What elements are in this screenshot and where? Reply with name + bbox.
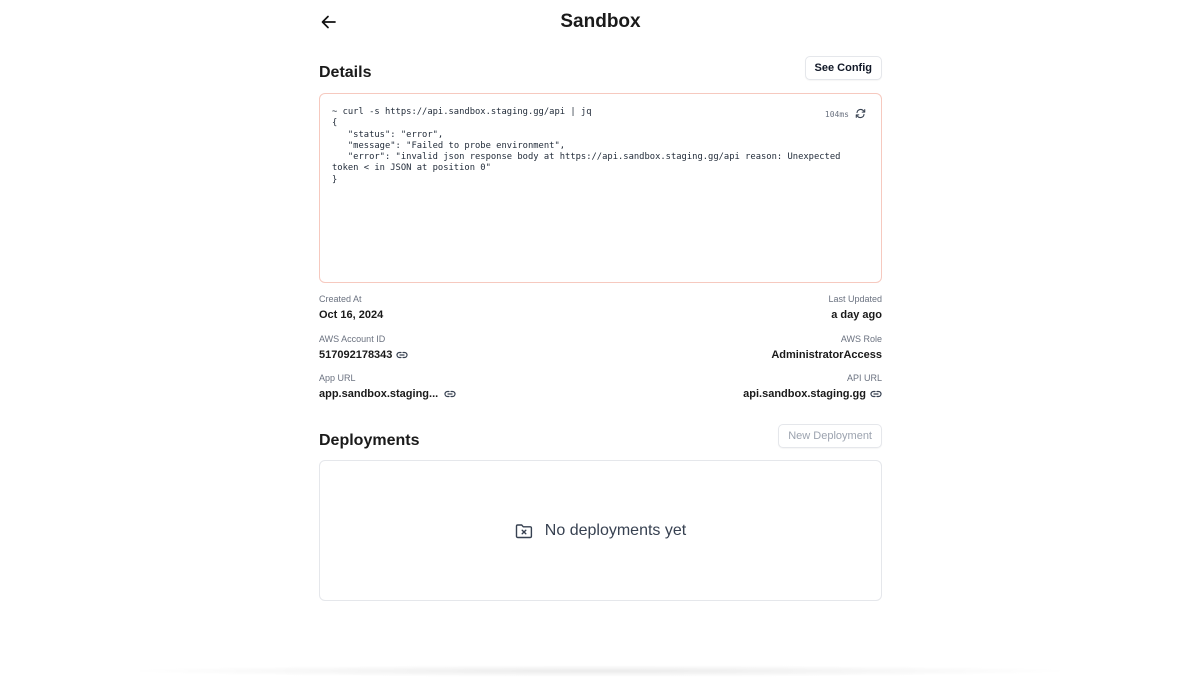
last-updated-value: a day ago	[831, 309, 882, 321]
api-url-value[interactable]: api.sandbox.staging.gg	[743, 388, 866, 400]
bottom-edge-shadow	[120, 665, 1080, 677]
link-icon	[396, 350, 408, 360]
api-url-label: API URL	[846, 373, 882, 383]
deployments-title: Deployments	[319, 432, 420, 449]
last-updated	[828, 294, 882, 321]
sandbox-metadata	[319, 294, 882, 424]
app-url-value[interactable]: app.sandbox.staging...	[319, 388, 439, 400]
new-deployment-button[interactable]: New Deployment	[778, 424, 882, 448]
refresh-icon	[855, 108, 866, 119]
api-url	[743, 373, 882, 400]
probe-output: ~ curl -s https://api.sandbox.staging.gg/api | jq { "status": "error", "message": "Failed to probe environment", "error": "invalid json response body at https://api.sandbox.staging.gg/api reason: Unexpected token < in JSON at position 0" }	[332, 107, 841, 185]
deployments-header	[319, 424, 882, 460]
aws-account-id-value: 517092178343	[319, 349, 393, 361]
created-at-value: Oct 16, 2024	[319, 309, 384, 321]
page-title: Sandbox	[560, 11, 641, 32]
aws-account-id-label: AWS Account ID	[319, 334, 386, 344]
link-icon	[870, 389, 882, 399]
details-header	[319, 56, 882, 92]
deployments-empty-state	[319, 460, 882, 601]
folder-x-icon	[515, 523, 533, 539]
app-url-label: App URL	[319, 373, 356, 383]
empty-state-text: No deployments yet	[544, 521, 687, 539]
aws-account-link-button[interactable]	[396, 350, 408, 360]
aws-role-label: AWS Role	[840, 334, 882, 344]
see-config-button[interactable]: See Config	[805, 56, 882, 80]
aws-role	[771, 334, 882, 361]
api-url-link-button[interactable]	[870, 389, 882, 399]
app-url	[319, 373, 456, 400]
refresh-button[interactable]	[855, 108, 867, 120]
created-at	[319, 294, 383, 321]
aws-account-id	[319, 334, 408, 361]
probe-output-panel	[319, 93, 882, 283]
created-at-label: Created At	[319, 294, 362, 304]
top-bar	[319, 0, 882, 44]
latency-value: 104ms	[824, 109, 849, 119]
aws-role-value: AdministratorAccess	[771, 349, 882, 361]
probe-meta	[825, 108, 867, 120]
app-url-link-button[interactable]	[444, 389, 456, 399]
details-title: Details	[319, 64, 372, 81]
last-updated-label: Last Updated	[828, 294, 882, 304]
link-icon	[444, 389, 456, 399]
page	[319, 0, 882, 601]
